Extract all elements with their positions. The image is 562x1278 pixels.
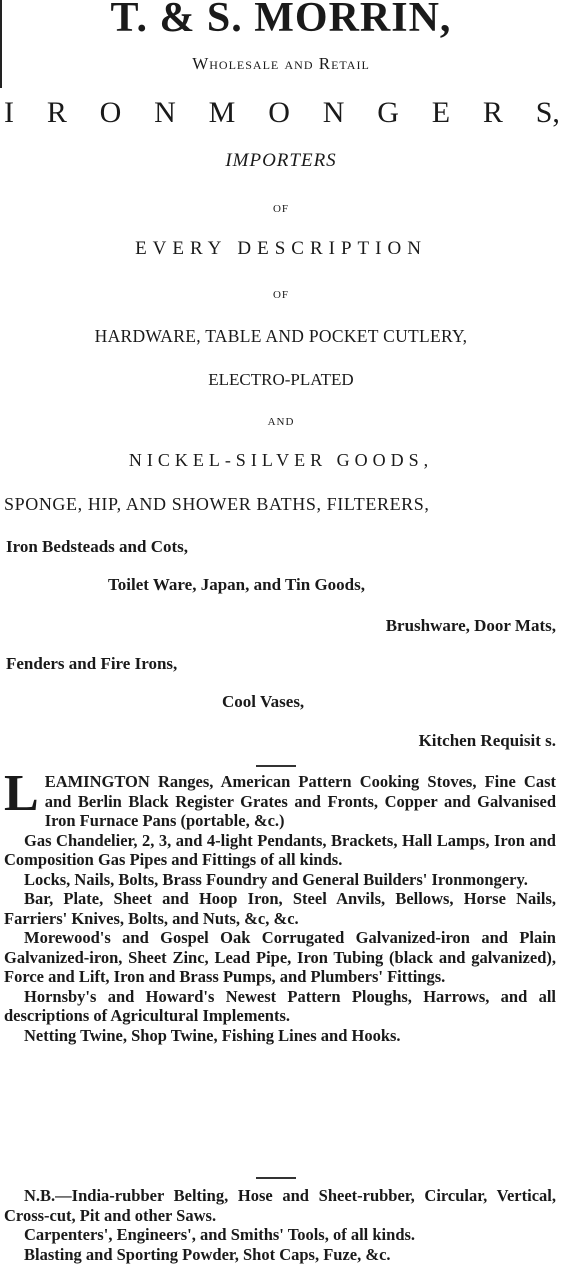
goods-line-bedsteads: Iron Bedsteads and Cots,: [6, 537, 189, 556]
goods-line-fenders: Fenders and Fire Irons,: [6, 654, 178, 673]
goods-line-toilet-ware: Toilet Ware, Japan, and Tin Goods,: [108, 575, 365, 594]
paragraph-twine: Netting Twine, Shop Twine, Fishing Lines and Hooks.: [24, 1025, 401, 1045]
section-divider: [256, 765, 296, 767]
of-connector: OF: [272, 289, 290, 301]
note-rubber: N.B.—India-rubber Belting, Hose and Sheet-rubber, Circular, Vertical, Cross-cut, Pit and other Saws.: [4, 1186, 556, 1225]
note-tools: Carpenters', Engineers', and Smiths' Tools, of all kinds.: [24, 1225, 416, 1244]
notes-block: [4, 1186, 556, 1264]
hardware-heading: HARDWARE, TABLE AND POCKET CUTLERY,: [94, 326, 468, 346]
electro-plated-heading: ELECTRO-PLATED: [208, 370, 354, 389]
paragraph-ploughs: Hornsby's and Howard's Newest Pattern Ploughs, Harrows, and all descriptions of Agricultural Implements.: [4, 986, 556, 1025]
heading-letter: O: [99, 96, 122, 129]
importers-heading: IMPORTERS: [225, 150, 337, 171]
heading-letter: N: [154, 96, 176, 129]
heading-letter: R: [46, 96, 67, 129]
sponge-baths-heading: SPONGE, HIP, AND SHOWER BATHS, FILTERERS,: [4, 494, 430, 514]
paragraph-ranges: [4, 765, 556, 831]
of-connector: OF: [272, 203, 290, 215]
and-connector: AND: [267, 416, 295, 428]
heading-letter: E: [431, 96, 451, 129]
paragraph-locks: Locks, Nails, Bolts, Brass Foundry and General Builders' Ironmongery.: [24, 869, 528, 889]
goods-line-kitchen: Kitchen Requisit s.: [418, 731, 556, 750]
paragraph-gas: Gas Chandelier, 2, 3, and 4-light Pendants, Brackets, Hall Lamps, Iron and Composition Gas Pipes and Fittings of all kinds.: [4, 830, 556, 869]
heading-letter: O: [268, 96, 290, 129]
heading-letter: S,: [535, 96, 560, 129]
trade-line: Wholesale and Retail: [192, 54, 370, 73]
section-divider: [256, 1177, 296, 1179]
heading-letter: M: [208, 96, 236, 129]
every-description-heading: EVERY DESCRIPTION: [135, 238, 427, 259]
nickel-silver-heading: NICKEL-SILVER GOODS,: [128, 450, 434, 470]
heading-letter: N: [322, 96, 345, 129]
paragraph-bar-iron: Bar, Plate, Sheet and Hoop Iron, Steel Anvils, Bellows, Horse Nails, Farriers' Knives, Bolts, and Nuts, &c, &c.: [4, 889, 556, 928]
goods-line-brushware: Brushware, Door Mats,: [385, 616, 556, 635]
ironmongers-heading: [4, 96, 562, 130]
note-powder: Blasting and Sporting Powder, Shot Caps, Fuze, &c.: [24, 1244, 391, 1264]
paragraph-text: EAMINGTON Ranges, American Pattern Cooking Stoves, Fine Cast and Berlin Black Register Grates and Fronts, Copper and Galvanised Iron Furnace Pans (portable, &c.): [44, 772, 556, 830]
heading-letter: I: [4, 96, 14, 129]
heading-letter: G: [377, 96, 399, 129]
drop-cap: L: [4, 765, 39, 822]
details-block: [4, 765, 556, 1045]
firm-name: T. & S. MORRIN,: [110, 0, 452, 41]
paragraph-corrugated: Morewood's and Gospel Oak Corrugated Galvanized-iron and Plain Galvanized-iron, Sheet Zinc, Lead Pipe, Iron Tubing (black and galvanized), Force and Lift, Iron and Brass Pumps, and Plumbers' Fittings.: [4, 928, 556, 986]
goods-line-cool-vases: Cool Vases,: [222, 692, 305, 711]
heading-letter: R: [482, 96, 503, 129]
